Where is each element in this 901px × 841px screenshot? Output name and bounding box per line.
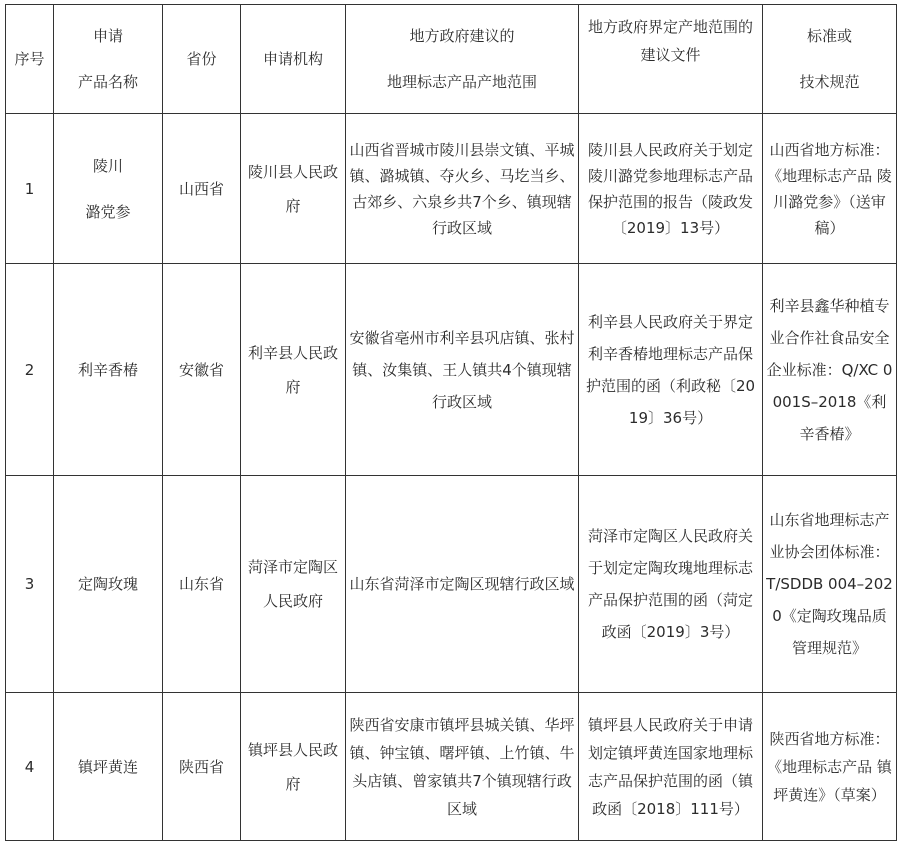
table-row [6, 114, 897, 264]
cell-doc: 镇坪县人民政府关于申请划定镇坪黄连国家地理标志产品保护范围的函（镇政函〔2018〕111号） [579, 693, 763, 841]
cell-product: 利辛香椿 [54, 264, 163, 476]
header-org [241, 5, 346, 114]
header-doc-line2: 建议文件 [640, 46, 701, 64]
header-seq [6, 5, 54, 114]
cell-area: 山西省晋城市陵川县崇文镇、平城镇、潞城镇、夺火乡、马圪当乡、古郊乡、六泉乡共7个乡、镇现辖行政区域 [346, 114, 579, 264]
cell-standard: 利辛县鑫华种植专业合作社食品安全企业标准：Q/XC 0001S–2018《利辛香椿》 [763, 264, 897, 476]
header-org-text: 申请机构 [262, 50, 323, 68]
header-province-text: 省份 [186, 50, 217, 68]
header-row [6, 5, 897, 114]
cell-product-line2: 潞党参 [85, 202, 131, 221]
header-product-line1: 申请 [92, 27, 123, 45]
cell-product: 定陶玫瑰 [54, 476, 163, 693]
cell-seq: 1 [6, 114, 54, 264]
cell-product [54, 114, 163, 264]
cell-org: 镇坪县人民政府 [241, 693, 346, 841]
header-province [163, 5, 241, 114]
cell-area: 山东省菏泽市定陶区现辖行政区域 [346, 476, 579, 693]
header-standard [763, 5, 897, 114]
cell-org: 利辛县人民政府 [241, 264, 346, 476]
header-product [54, 5, 163, 114]
cell-standard: 陕西省地方标准：《地理标志产品 镇坪黄连》（草案） [763, 693, 897, 841]
header-seq-text: 序号 [14, 50, 45, 68]
cell-seq: 3 [6, 476, 54, 693]
cell-province: 山西省 [163, 114, 241, 264]
cell-product: 镇坪黄连 [54, 693, 163, 841]
cell-org: 菏泽市定陶区人民政府 [241, 476, 346, 693]
cell-doc: 陵川县人民政府关于划定陵川潞党参地理标志产品保护范围的报告（陵政发〔2019〕13号） [579, 114, 763, 264]
header-doc [579, 5, 763, 114]
header-doc-line1: 地方政府界定产地范围的 [587, 18, 753, 36]
cell-province: 山东省 [163, 476, 241, 693]
header-standard-line2: 技术规范 [799, 73, 860, 91]
cell-province: 安徽省 [163, 264, 241, 476]
gi-product-table [5, 4, 897, 841]
cell-seq: 4 [6, 693, 54, 841]
cell-area: 陕西省安康市镇坪县城关镇、华坪镇、钟宝镇、曙坪镇、上竹镇、牛头店镇、曾家镇共7个镇现辖行政区域 [346, 693, 579, 841]
table-row [6, 476, 897, 693]
cell-standard: 山西省地方标准：《地理标志产品 陵川潞党参》（送审稿） [763, 114, 897, 264]
cell-doc: 菏泽市定陶区人民政府关于划定定陶玫瑰地理标志产品保护范围的函（菏定政函〔2019〕3号） [579, 476, 763, 693]
header-area-line1: 地方政府建议的 [409, 27, 515, 45]
header-product-line2: 产品名称 [77, 73, 138, 91]
header-area [346, 5, 579, 114]
header-area-line2: 地理标志产品产地范围 [386, 73, 537, 91]
cell-product-line1: 陵川 [92, 156, 123, 175]
cell-org: 陵川县人民政府 [241, 114, 346, 264]
cell-standard: 山东省地理标志产业协会团体标准：T/SDDB 004–2020《定陶玫瑰品质管理规范》 [763, 476, 897, 693]
table-row [6, 264, 897, 476]
cell-seq: 2 [6, 264, 54, 476]
cell-area: 安徽省亳州市利辛县巩店镇、张村镇、汝集镇、王人镇共4个镇现辖行政区域 [346, 264, 579, 476]
table-row [6, 693, 897, 841]
cell-province: 陕西省 [163, 693, 241, 841]
header-standard-line1: 标准或 [806, 27, 852, 45]
cell-doc: 利辛县人民政府关于界定利辛香椿地理标志产品保护范围的函（利政秘〔2019〕36号） [579, 264, 763, 476]
